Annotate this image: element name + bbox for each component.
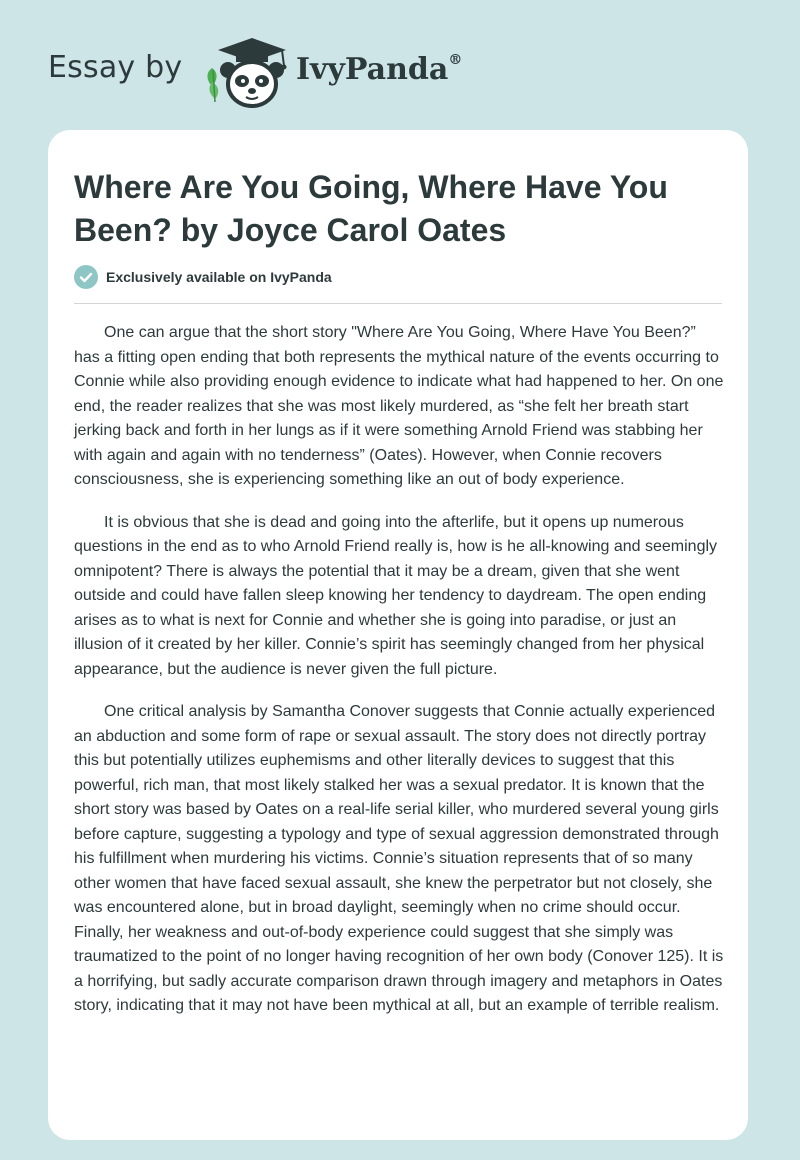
paragraph: One can argue that the short story "Where Are You Going, Where Have You Been?” has a fitting open ending that both represents the mythical nature of the events occurring to Connie while also providing enough evidence to indicate what had happened to her. On one end, the reader realizes that she was most likely murdered, as “she felt her breath start jerking back and forth in her lungs as if it were something Arnold Friend was stabbing her with again and again with no tenderness” (Oates). However, when Connie recovers consciousness, she is experiencing something like an out of body experience. [74, 324, 724, 488]
brand-name[interactable]: IvyPanda® [296, 52, 463, 87]
essay-card [48, 130, 748, 1140]
page-title: Where Are You Going, Where Have You Been? by Joyce Carol Oates [74, 169, 668, 248]
site-header [48, 34, 548, 114]
divider [74, 303, 722, 304]
essay-by-label: Essay by [48, 50, 183, 85]
paragraph: One critical analysis by Samantha Conover suggests that Connie actually experienced an abduction and some form of rape or sexual assault. The story does not directly portray this but potentially utilizes euphemisms and other literally devices to suggest that this powerful, rich man, that most likely stalked her was a sexual predator. It is known that the short story was based by Oates on a real-life serial killer, who murdered several young girls before capture, suggesting a typology and type of sexual aggression demonstrated through his fulfillment when murdering his victims. Connie’s situation represents that of so many other women that have faced sexual assault, she knew the perpetrator but not closely, she was encountered alone, but in broad daylight, seemingly when no crime should occur. Finally, her weakness and out-of-body experience could suggest that she simply was traumatized to the point of no longer having recognition of her own body (Conover 125). It is a horrifying, but sadly accurate comparison drawn through imagery and metaphors in Oates story, indicating that it may not have been mythical at all, but an example of terrible realism. [74, 703, 724, 1014]
paragraph: It is obvious that she is dead and going into the afterlife, but it opens up numerous questions in the end as to who Arnold Friend really is, how is he all-knowing and seemingly omnipotent? There is always the potential that it may be a dream, given that she went outside and could have fallen sleep knowing her tendency to daydream. The open ending arises as to what is next for Connie and whether she is going into paradise, or just an illusion of it created by her killer. Connie’s spirit has seemingly changed from her physical appearance, but the audience is never given the full picture. [74, 513, 718, 678]
panda-graduate-icon[interactable] [200, 36, 292, 110]
essay-body [74, 321, 726, 1037]
check-circle-icon [74, 265, 98, 289]
exclusive-label: Exclusively available on IvyPanda [106, 269, 332, 285]
exclusive-badge [74, 264, 332, 290]
